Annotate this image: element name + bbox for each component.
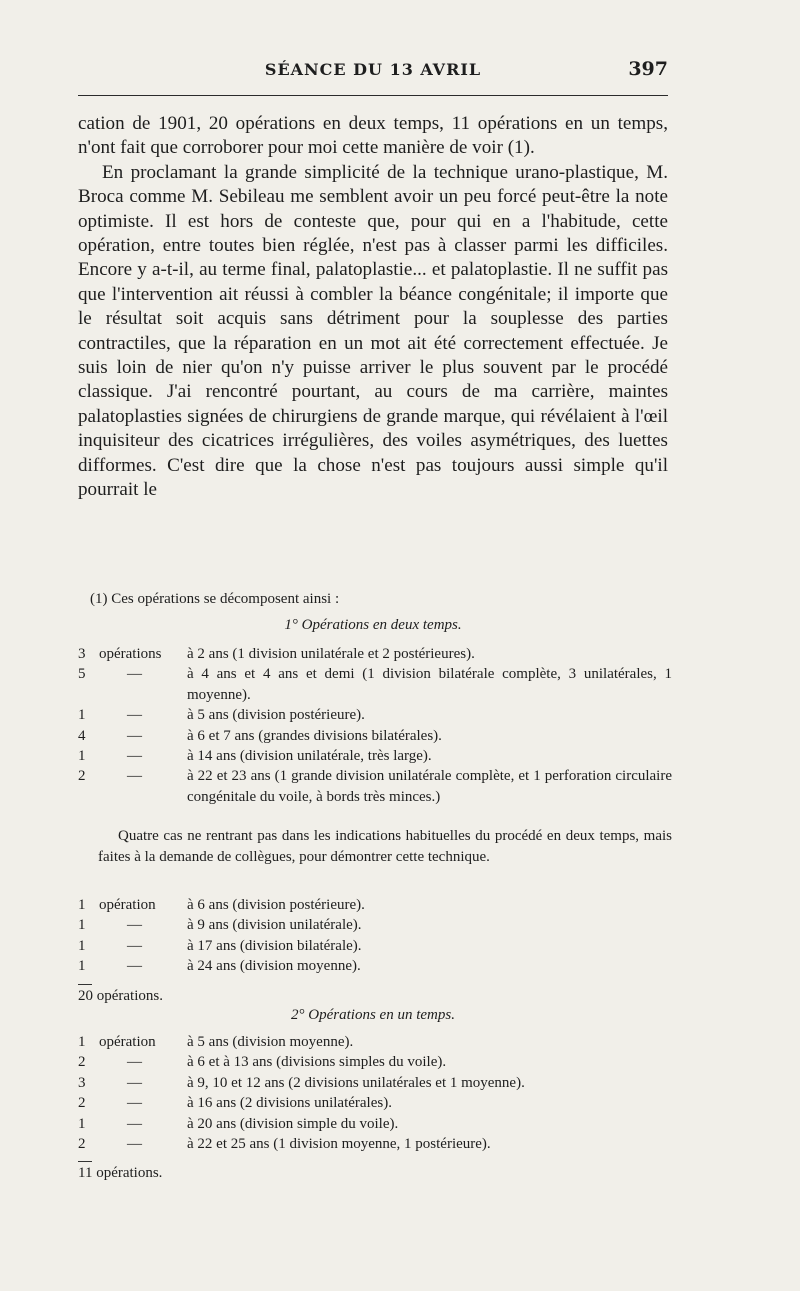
unit-cell: opération	[99, 897, 156, 913]
count-cell: 2	[78, 1054, 86, 1071]
ditto-cell: —	[127, 768, 142, 785]
count-cell: 2	[78, 1136, 86, 1153]
total-two-stage: 20 opérations.	[78, 988, 163, 1004]
unit-cell: opération	[99, 1034, 156, 1050]
unit-cell: opérations	[99, 646, 162, 662]
count-cell: 1	[78, 937, 86, 954]
table-row	[78, 1114, 672, 1134]
table-row	[78, 936, 672, 956]
count-cell: 1	[78, 1115, 86, 1132]
count-cell: 5	[78, 666, 86, 683]
ditto-cell: —	[127, 1074, 142, 1091]
footnote-intro: (1) Ces opérations se décomposent ainsi :	[90, 591, 340, 607]
ditto-cell: —	[127, 727, 142, 744]
table-row	[78, 705, 672, 725]
header-rule	[78, 95, 668, 96]
running-head: SÉANCE DU 13 AVRIL	[264, 60, 482, 79]
description-cell: à 22 et 25 ans (1 division moyenne, 1 postérieure).	[187, 1136, 491, 1153]
table-row	[78, 1134, 672, 1154]
description-cell: à 16 ans (2 divisions unilatérales).	[187, 1095, 392, 1112]
section-heading: 1° Opérations en deux temps.	[284, 617, 462, 633]
footnote-paragraph	[98, 826, 672, 867]
count-cell: 3	[78, 646, 86, 662]
operations-table-demonstration	[78, 895, 672, 977]
count-cell: 1	[78, 917, 86, 934]
table-row	[78, 1093, 672, 1113]
ditto-cell: —	[127, 1054, 142, 1071]
page-number: 397	[628, 58, 668, 80]
count-cell: 1	[78, 1034, 86, 1050]
section-heading: 2° Opérations en un temps.	[291, 1007, 455, 1023]
description-cell: à 24 ans (division moyenne).	[187, 958, 361, 975]
ditto-cell: —	[127, 1095, 142, 1112]
table-row	[78, 915, 672, 935]
description-cell: à 9, 10 et 12 ans (2 divisions unilatérales et 1 moyenne).	[187, 1074, 525, 1091]
count-cell: 1	[78, 958, 86, 975]
count-cell: 3	[78, 1074, 86, 1091]
page-header	[78, 56, 668, 86]
table-row	[78, 726, 672, 746]
table-row	[78, 1052, 672, 1072]
count-cell: 1	[78, 748, 86, 765]
ditto-cell: —	[127, 1136, 142, 1153]
total-rule	[78, 1161, 92, 1162]
description-cell: à 6 et 7 ans (grandes divisions bilatérales).	[187, 727, 442, 744]
ditto-cell: —	[127, 937, 142, 954]
ditto-cell: —	[127, 1115, 142, 1132]
ditto-cell: —	[127, 917, 142, 934]
description-cell: à 2 ans (1 division unilatérale et 2 postérieures).	[187, 646, 475, 662]
description-cell: à 6 ans (division postérieure).	[187, 897, 365, 913]
description-cell: à 9 ans (division unilatérale).	[187, 917, 362, 934]
operations-table-one-stage	[78, 1032, 672, 1154]
footnote-paragraph-text: Quatre cas ne rentrant pas dans les indications habituelles du procédé en deux temps, mais faites à la demande de collègues, pour démontrer cette technique.	[98, 828, 672, 865]
count-cell: 2	[78, 768, 86, 785]
ditto-cell: —	[127, 707, 142, 724]
table-row	[78, 746, 672, 766]
table-row	[78, 664, 672, 705]
ditto-cell: —	[127, 958, 142, 975]
ditto-cell: —	[127, 748, 142, 765]
count-cell: 1	[78, 897, 86, 913]
description-cell: à 5 ans (division moyenne).	[187, 1034, 354, 1050]
operations-table-two-stage	[78, 644, 672, 807]
table-row	[78, 1032, 672, 1052]
total-rule	[78, 984, 92, 985]
table-row	[78, 766, 672, 807]
body-paragraph: cation de 1901, 20 opérations en deux temps, 11 opérations en un temps, n'ont fait que corroborer pour moi cette manière de voir (1).	[78, 113, 668, 159]
ditto-cell: —	[127, 666, 142, 683]
table-row	[78, 1073, 672, 1093]
description-cell: à 17 ans (division bilatérale).	[187, 937, 362, 954]
description-cell: à 4 ans et 4 ans et demi (1 division bilatérale complète, 3 unilatérales, 1 moyenne).	[187, 666, 672, 703]
description-cell: à 6 et à 13 ans (divisions simples du voile).	[187, 1054, 447, 1071]
description-cell: à 20 ans (division simple du voile).	[187, 1115, 399, 1132]
table-row	[78, 895, 672, 915]
count-cell: 4	[78, 727, 86, 744]
table-row	[78, 644, 672, 664]
description-cell: à 22 et 23 ans (1 grande division unilatérale complète, et 1 perforation circulaire congénitale du voile, à bords très minces.)	[187, 768, 672, 805]
count-cell: 2	[78, 1095, 86, 1112]
description-cell: à 14 ans (division unilatérale, très large).	[187, 748, 432, 765]
description-cell: à 5 ans (division postérieure).	[187, 707, 365, 724]
count-cell: 1	[78, 707, 86, 724]
body-text	[78, 112, 668, 503]
body-paragraph: En proclamant la grande simplicité de la technique urano-plastique, M. Broca comme M. Sebileau me semblent avoir un peu forcé peut-être la note optimiste. Il est hors de conteste que, pour qui en a l'habitude, cette opération, entre toutes bien réglée, n'est pas à classer parmi les difficiles. Encore y a-t-il, au terme final, palatoplastie... et palatoplastie. Il ne suffit pas que l'intervention ait réussi à combler la béance congénitale; il importe que le résultat soit acquis sans détriment pour la souplesse des parties contractiles, que la réparation en un mot ait été correctement effectuée. Je suis loin de nier qu'on n'y puisse arriver le plus souvent par le procédé classique. J'ai rencontré pourtant, au cours de ma carrière, maintes palatoplasties signées de chirurgiens de grande marque, qui révélaient à l'œil inquisiteur des cicatrices irrégulières, des voiles asymétriques, des luettes difformes. C'est dire que la chose n'est pas toujours aussi simple qu'il pourrait le	[78, 161, 668, 501]
table-row	[78, 956, 672, 976]
total-one-stage: 11 opérations.	[78, 1165, 163, 1181]
